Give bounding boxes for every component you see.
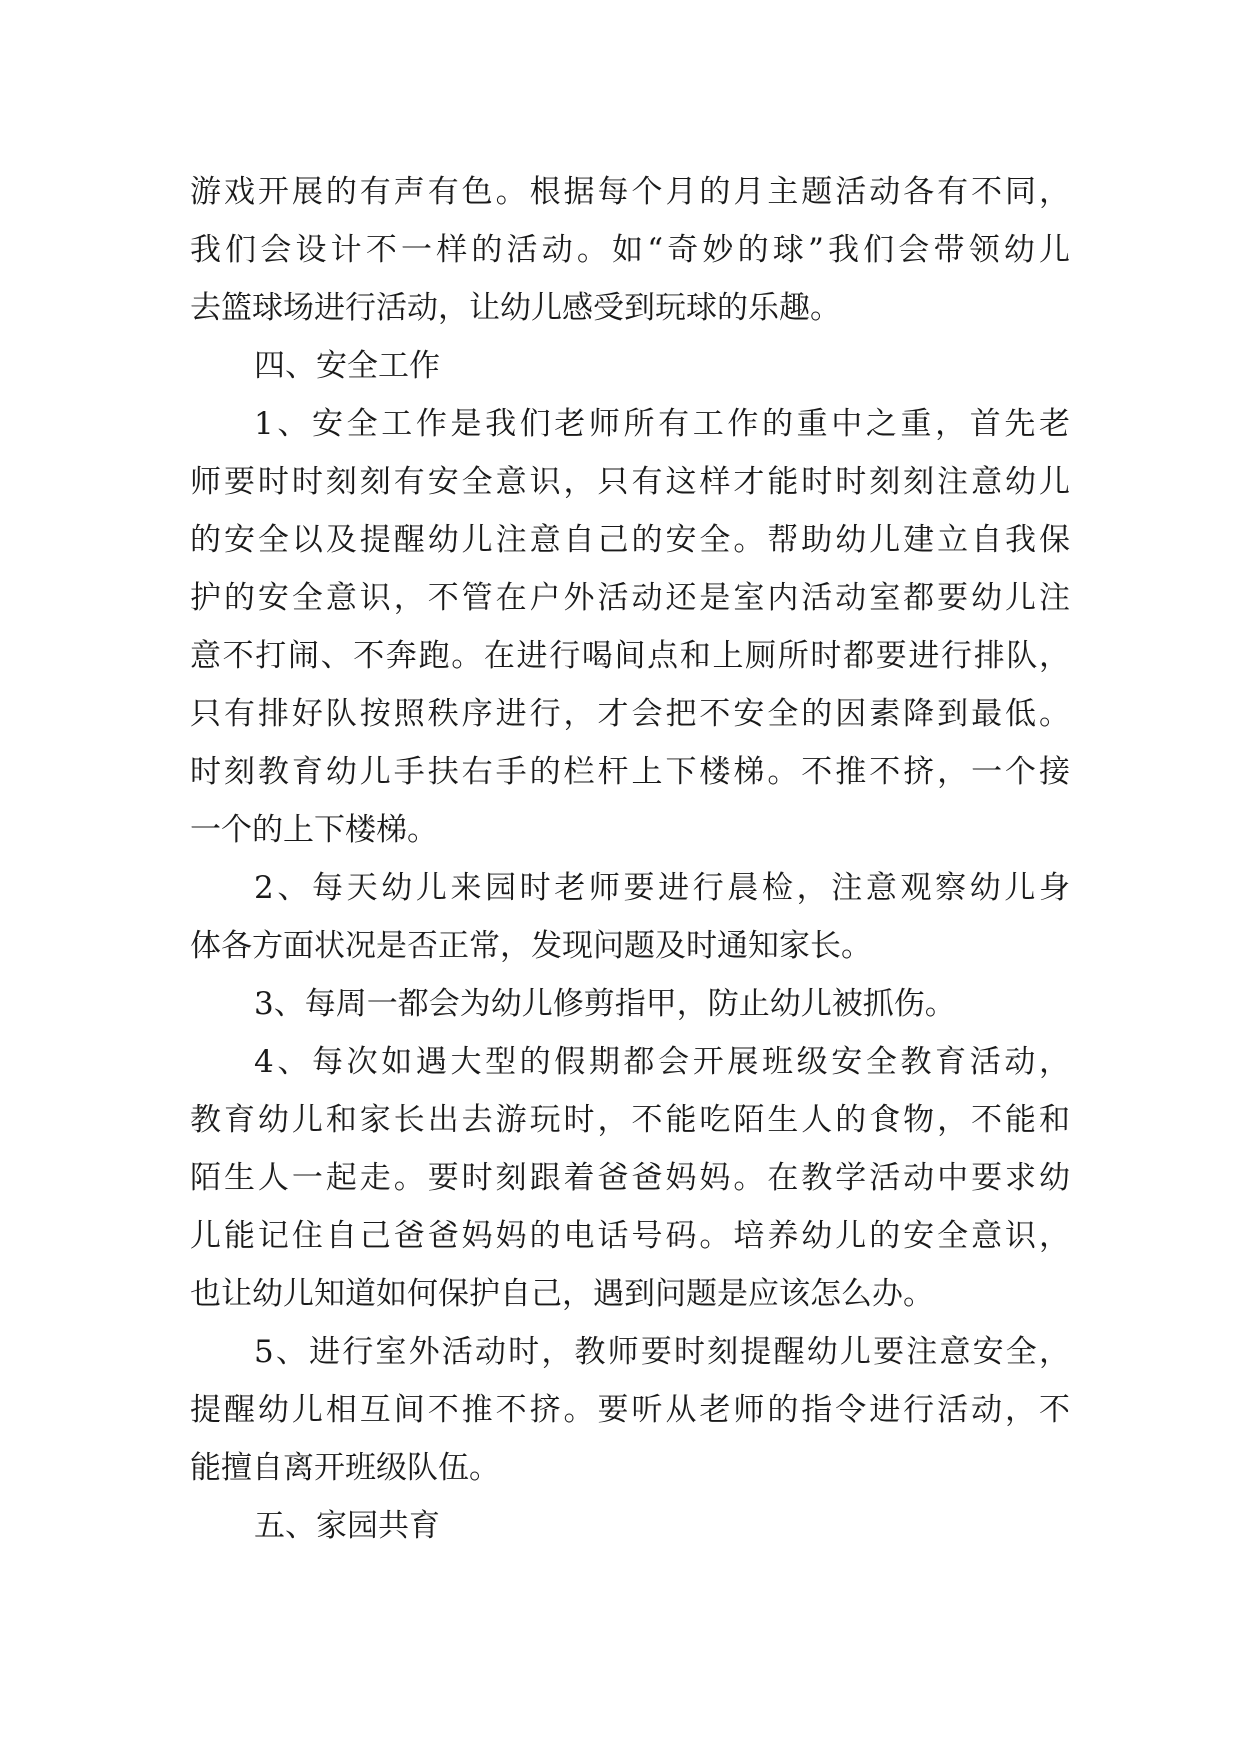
text-line: 体各方面状况是否正常，发现问题及时通知家长。 xyxy=(190,928,872,964)
text-line: 2、每天幼儿来园时老师要进行晨检，注意观察幼儿身 xyxy=(254,870,1070,906)
text-line: 教育幼儿和家长出去游玩时，不能吃陌生人的食物，不能和 xyxy=(190,1102,1070,1138)
document-body xyxy=(190,163,1070,1555)
text-line: 意不打闹、不奔跑。在进行喝间点和上厕所时都要进行排队， xyxy=(190,638,1070,674)
text-line: 去篮球场进行活动，让幼儿感受到玩球的乐趣。 xyxy=(190,290,841,326)
text-line: 护的安全意识，不管在户外活动还是室内活动室都要幼儿注 xyxy=(190,580,1070,616)
text-line: 也让幼儿知道如何保护自己，遇到问题是应该怎么办。 xyxy=(190,1276,934,1312)
text-line: 师要时时刻刻有安全意识，只有这样才能时时刻刻注意幼儿 xyxy=(190,464,1070,500)
text-line: 陌生人一起走。要时刻跟着爸爸妈妈。在教学活动中要求幼 xyxy=(190,1160,1070,1196)
text-line: 4、每次如遇大型的假期都会开展班级安全教育活动， xyxy=(254,1044,1070,1080)
text-line: 儿能记住自己爸爸妈妈的电话号码。培养幼儿的安全意识， xyxy=(190,1218,1070,1254)
text-line: 的安全以及提醒幼儿注意自己的安全。帮助幼儿建立自我保 xyxy=(190,522,1070,558)
text-line: 5、进行室外活动时，教师要时刻提醒幼儿要注意安全， xyxy=(254,1334,1070,1370)
section-heading-safety: 四、安全工作 xyxy=(254,348,440,384)
text-line: 提醒幼儿相互间不推不挤。要听从老师的指令进行活动，不 xyxy=(190,1392,1070,1428)
text-line: 游戏开展的有声有色。根据每个月的月主题活动各有不同， xyxy=(190,174,1070,210)
text-line: 我们会设计不一样的活动。如“奇妙的球”我们会带领幼儿 xyxy=(190,232,1070,268)
text-line: 一个的上下楼梯。 xyxy=(190,812,438,848)
text-line: 时刻教育幼儿手扶右手的栏杆上下楼梯。不推不挤，一个接 xyxy=(190,754,1070,790)
text-line: 3、每周一都会为幼儿修剪指甲，防止幼儿被抓伤。 xyxy=(254,986,956,1022)
section-heading-home-school: 五、家园共育 xyxy=(254,1508,440,1544)
text-line: 能擅自离开班级队伍。 xyxy=(190,1450,500,1486)
text-line: 只有排好队按照秩序进行，才会把不安全的因素降到最低。 xyxy=(190,696,1070,732)
text-line: 1、安全工作是我们老师所有工作的重中之重，首先老 xyxy=(254,406,1070,442)
